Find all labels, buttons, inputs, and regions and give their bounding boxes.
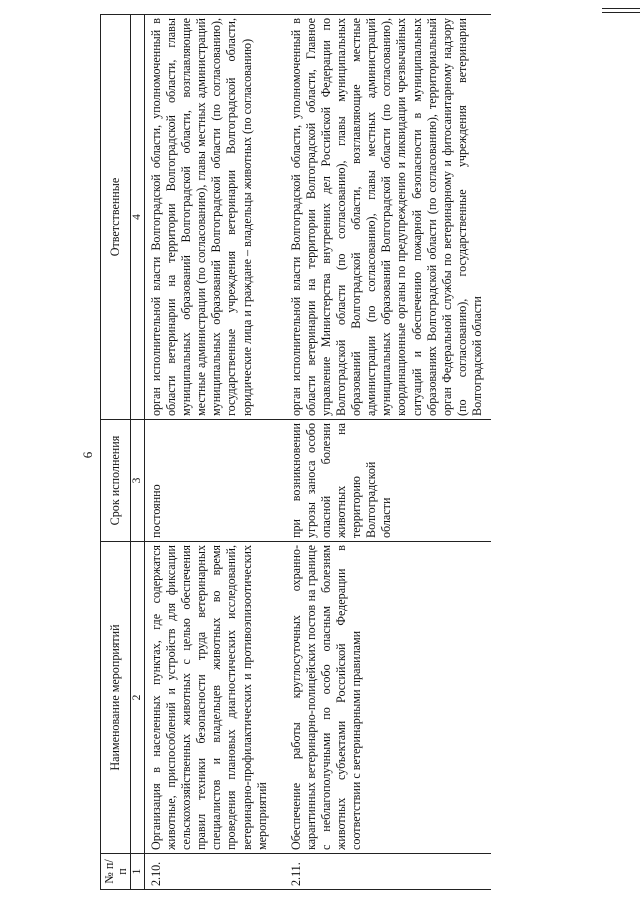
row-number: 2.10. xyxy=(145,854,271,890)
column-number: 1 xyxy=(131,854,145,890)
header-measures: Наименование мероприятий xyxy=(101,542,131,854)
measure-term: постоянно xyxy=(145,420,271,542)
rotated-page xyxy=(100,10,630,890)
page-number: 6 xyxy=(80,451,95,459)
table-row xyxy=(271,15,491,890)
measure-term: при возникновении угрозы заноса особо опасной болезни животных на территорию Волгоградской области xyxy=(271,420,491,542)
measure-name: Организация в населенных пунктах, где содержатся животные, приспособлений и устройств для фиксации сельскохозяйственных животных с целью обеспечения правил техники безопасности труда ветеринарных специалистов и владельцев животных во время проведения плановых диагностических исследований, ветеринарно-профилактических и противоэпизоотических мероприятий xyxy=(145,542,271,854)
header-row xyxy=(101,15,131,890)
column-number: 2 xyxy=(131,542,145,854)
column-number: 3 xyxy=(131,420,145,542)
table-row xyxy=(145,15,271,890)
corner-rule xyxy=(602,8,640,9)
column-number: 4 xyxy=(131,15,145,420)
row-number: 2.11. xyxy=(271,854,491,890)
header-responsible: Ответственные xyxy=(101,15,131,420)
measure-name: Обеспечение работы круглосуточных охранно-карантинных ветеринарно-полицейских постов на границе с неблагополучными по особо опасным болезням животных субъектами Российской Федерации в соответствии с ветеринарными правилами xyxy=(271,542,491,854)
measure-responsible: орган исполнительной власти Волгоградской области, уполномоченный в области ветеринарии на территории Волгоградской области, главы муниципальных образований Волгоградской области, возглавляющие местные администрации (по согласованию), главы местных администраций муниципальных образований Волгоградской области (по согласованию), государственные учреждения ветеринарии Волгоградской области, юридические лица и граждане – владельцы животных (по согласованию) xyxy=(145,15,271,420)
measure-responsible: орган исполнительной власти Волгоградской области, уполномоченный в области ветеринарии на территории Волгоградской области, Главное управление Министерства внутренних дел Российской Федерации по Волгоградской области (по согласованию), главы муниципальных образований Волгоградской области, возглавляющие местные администрации (по согласованию), главы местных администраций муниципальных образований Волгоградской области (по согласованию), координационные органы по предупреждению и ликвидации чрезвычайных ситуаций и обеспечению пожарной безопасности в муниципальных образованиях Волгоградской области (по согласованию), территориальный орган Федеральной службы по ветеринарному и фитосанитарному надзору (по согласованию), государственные учреждения ветеринарии Волгоградской области xyxy=(271,15,491,420)
header-term: Срок исполнения xyxy=(101,420,131,542)
header-number: № п/п xyxy=(101,854,131,890)
measures-table xyxy=(100,14,491,890)
column-numbers-row xyxy=(131,15,145,890)
